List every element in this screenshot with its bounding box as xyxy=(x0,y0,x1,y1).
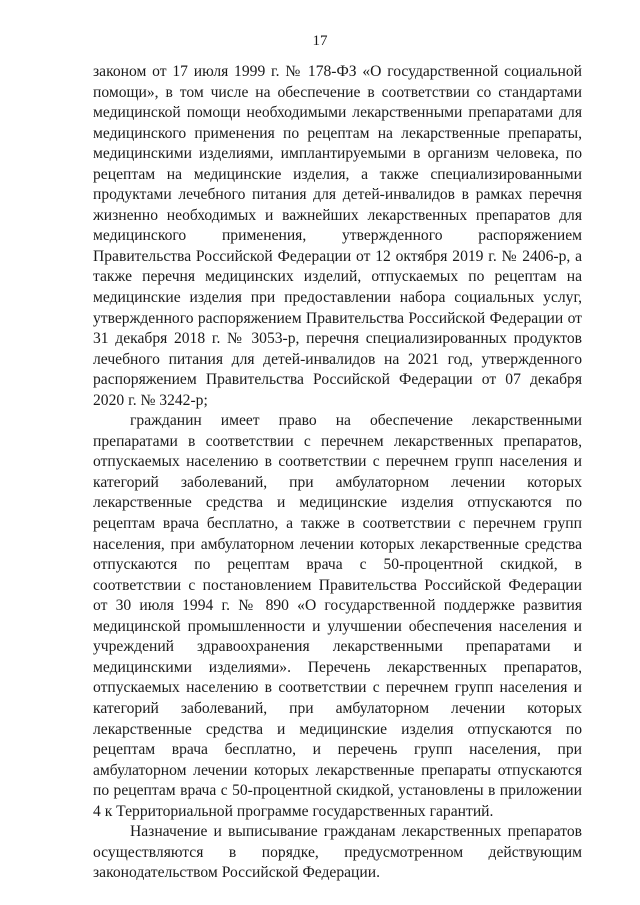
document-body xyxy=(93,62,582,884)
page-number: 17 xyxy=(312,33,328,49)
paragraph-prescription-procedure: Назначение и выписывание гражданам лекарственных препаратов осуществляются в порядке, предусмотренном действующим законодательством Российской Федерации. xyxy=(93,823,582,882)
paragraph-citizen-rights: гражданин имеет право на обеспечение лекарственными препаратами в соответствии с перечнем лекарственных препаратов, отпускаемых населению в соответствии с перечнем групп населения и категорий заболеваний, при амбулаторном лечении которых лекарственные средства и медицинские изделия отпускаются по рецептам врача бесплатно, а также в соответствии с перечнем групп населения, при амбулаторном лечении которых лекарственные средства отпускаются по рецептам врача с 50-процентной скидкой, в соответствии с постановлением Правительства Российской Федерации от 30 июля 1994 г. № 890 «О государственной поддержке развития медицинской промышленности и улучшении обеспечения населения и учреждений здравоохранения лекарственными препаратами и медицинскими изделиями». Перечень лекарственных препаратов, отпускаемых населению в соответствии с перечнем групп населения и категорий заболеваний, при амбулаторном лечении которых лекарственные средства и медицинские изделия отпускаются по рецептам врача бесплатно, и перечень групп населения, при амбулаторном лечении которых лекарственные препараты отпускаются по рецептам врача с 50-процентной скидкой, установлены в приложении 4 к Территориальной программе государственных гарантий. xyxy=(93,412,582,820)
paragraph-continuation: законом от 17 июля 1999 г. № 178-ФЗ «О государственной социальной помощи», в том числе на обеспечение в соответствии со стандартами медицинской помощи необходимыми лекарственными препаратами для медицинского применения по рецептам на лекарственные препараты, медицинскими изделиями, имплантируемыми в организм человека, по рецептам на медицинские изделия, а также специализированными продуктами лечебного питания для детей-инвалидов в рамках перечня жизненно необходимых и важнейших лекарственных препаратов для медицинского применения, утвержденного распоряжением Правительства Российской Федерации от 12 октября 2019 г. № 2406-р, а также перечня медицинских изделий, отпускаемых по рецептам на медицинские изделия при предоставлении набора социальных услуг, утвержденного распоряжением Правительства Российской Федерации от 31 декабря 2018 г. № 3053-р, перечня специализированных продуктов лечебного питания для детей-инвалидов на 2021 год, утвержденного распоряжением Правительства Российской Федерации от 07 декабря 2020 г. № 3242-р; xyxy=(93,63,582,409)
